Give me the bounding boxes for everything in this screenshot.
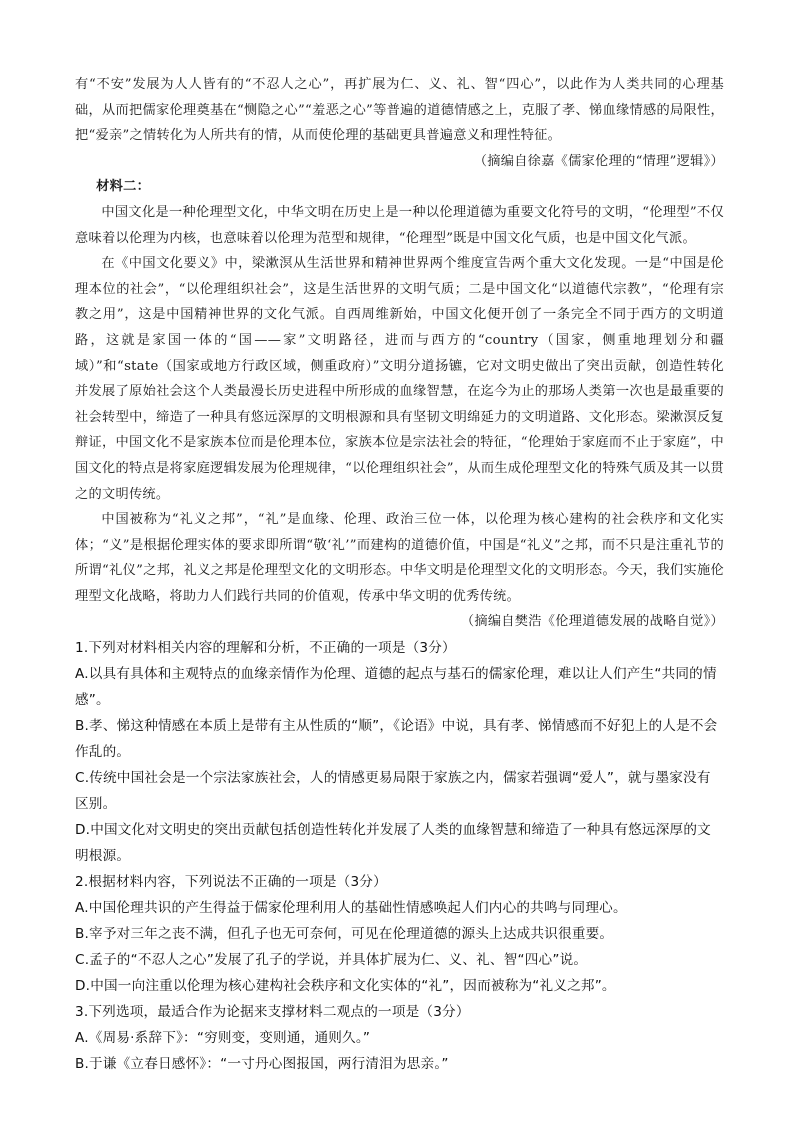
material-two-paragraph: 中国被称为“礼义之邦”，“礼”是血缘、伦理、政治三位一体，以伦理为核心建构的社会秩序和文化实体；“义”是根据伦理实体的要求即所谓“敬‘礼’”而建构的道德价值，中国是“礼义”之邦，而不只是注重礼节的所谓“礼仪”之邦，礼义之邦是伦理型文化的文明形态。中华文明是伦理型文化的文明形态。今天，我们实施伦理型文化战略，将助力人们践行共同的价值观，传承中华文明的优秀传统。 bbox=[75, 512, 724, 604]
question-option: B.宰予对三年之丧不满，但孔子也无可奈何，可见在伦理道德的源头上达成共识很重要。 bbox=[75, 926, 614, 943]
question-option: A.中国伦理共识的产生得益于儒家伦理利用人的基础性情感唤起人们内心的共鸣与同理心。 bbox=[75, 900, 627, 917]
question-option: B.孝、悌这种情感在本质上是带有主从性质的“顺”，《论语》中说，具有孝、悌情感而不好犯上的人是不会作乱的。 bbox=[75, 718, 718, 761]
material-one-source: （摘编自徐嘉《儒家伦理的“情理”逻辑》） bbox=[473, 153, 724, 169]
question-stem: 2.根据材料内容，下列说法不正确的一项是（3分） bbox=[75, 874, 387, 891]
question-option: D.中国一向注重以伦理为核心建构社会秩序和文化实体的“礼”，因而被称为“礼义之邦”。 bbox=[75, 978, 616, 995]
material-one-tail-paragraph: 有“不安”发展为人人皆有的“不忍人之心”，再扩展为仁、义、礼、智“四心”，以此作为人类共同的心理基础，从而把儒家伦理奠基在“恻隐之心”“羞恶之心”等普遍的道德情感之上，克服了孝、悌血缘情感的局限性，把“爱亲”之情转化为人所共有的情，从而使伦理的基础更具普遍意义和理性特征。 bbox=[75, 77, 724, 144]
question-option: A.以具有具体和主观特点的血缘亲情作为伦理、道德的起点与基石的儒家伦理，难以让人们产生“共同的情感”。 bbox=[75, 666, 717, 709]
material-two-paragraph: 在《中国文化要义》中，梁漱溟从生活世界和精神世界两个维度宣告两个重大文化发现。一是“中国是伦理本位的社会”，“以伦理组织社会”，这是生活世界的文明气质；二是中国文化“以道德代宗教”，“伦理有宗教之用”，这是中国精神世界的文化气派。自西周维新始，中国文化便开创了一条完全不同于西方的文明道路，这就是家国一体的“国——家”文明路径，进而与西方的“country（国家，侧重地理划分和疆域）”和“state（国家或地方行政区域，侧重政府）”文明分道扬镳，它对文明史做出了突出贡献，创造性转化并发展了原始社会这个人类最漫长历史进程中所形成的血缘智慧，在迄今为止的那场人类第一次也是最重要的社会转型中，缔造了一种具有悠远深厚的文明根源和具有坚韧文明绵延力的文明道路、文化形态。梁漱溟反复辩证，中国文化不是家族本位而是伦理本位，家族本位是宗法社会的特征，“伦理始于家庭而不止于家庭”，中国文化的特点是将家庭逻辑发展为伦理规律，“以伦理组织社会”，从而生成伦理型文化的特殊气质及其一以贯之的文明传统。 bbox=[75, 256, 724, 502]
question-stem: 3.下列选项，最适合作为论据来支撑材料二观点的一项是（3分） bbox=[75, 1004, 470, 1021]
question-stem: 1.下列对材料相关内容的理解和分析，不正确的一项是（3分） bbox=[75, 640, 456, 657]
question-option: B.于谦《立春日感怀》：“一寸丹心图报国，两行清泪为思亲。” bbox=[75, 1056, 449, 1073]
question-option: C.传统中国社会是一个宗法家族社会，人的情感更易局限于家族之内，儒家若强调“爱人”，就与墨家没有区别。 bbox=[75, 770, 711, 813]
material-one-section bbox=[75, 72, 724, 174]
material-two-paragraph: 中国文化是一种伦理型文化，中华文明在历史上是一种以伦理道德为重要文化符号的文明，“伦理型”不仅意味着以伦理为内核，也意味着以伦理为范型和规律，“伦理型”既是中国文化气质，也是中国文化气派。 bbox=[75, 204, 724, 246]
questions-section bbox=[75, 635, 724, 1077]
material-two-section bbox=[75, 174, 724, 635]
material-two-source: （摘编自樊浩《伦理道德发展的战略自觉》） bbox=[460, 614, 724, 630]
question-option: D.中国文化对文明史的突出贡献包括创造性转化并发展了人类的血缘智慧和缔造了一种具有悠远深厚的文明根源。 bbox=[75, 822, 711, 865]
question-option: C.孟子的“不忍人之心”发展了孔子的学说，并具体扩展为仁、义、礼、智“四心”说。 bbox=[75, 952, 588, 969]
material-two-label: 材料二： bbox=[96, 179, 151, 195]
question-option: A.《周易·系辞下》：“穷则变，变则通，通则久。” bbox=[75, 1030, 371, 1047]
